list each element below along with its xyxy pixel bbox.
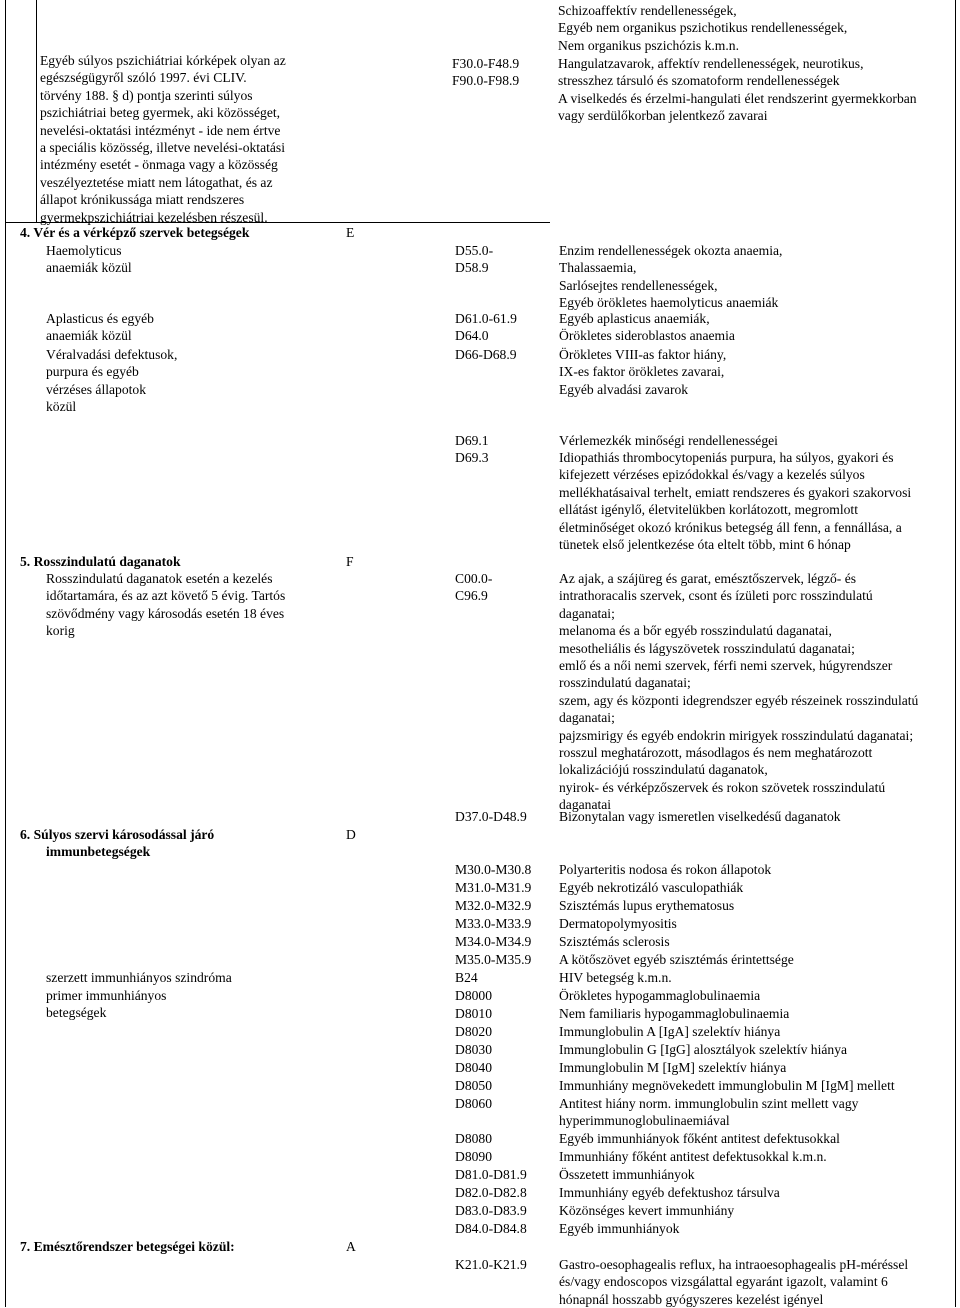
desc-d69-3: Idiopathiás thrombocytopeniás purpura, ha súlyos, gyakori és kifejezett vérzéses epizódokkal és/vagy a kezelés súlyos mellékhatásaival terhelt, emiatt rendszeres és gyakori szakorvosi ellátást igénylő, életvitelükben korlátozott, megromlott életminőséget okozó krónikus betegség áll fenn, a fennállása, a tünetek első jelentkezése óta eltelt több, mint 6 hónap xyxy=(559,450,912,553)
code-d83: D83.0-D83.9 xyxy=(455,1203,527,1218)
haemolyticus-desc: Enzim rendellenességek okozta anaemia, Thalassaemia, Sarlósejtes rendellenességek, Egyéb örökletes haemolyticus anaemiák xyxy=(559,243,783,311)
code-d69-3: D69.3 xyxy=(455,450,489,465)
desc-d84: Egyéb immunhiányok xyxy=(559,1221,680,1236)
section-7-letter: A xyxy=(346,1239,356,1254)
code-k21: K21.0-K21.9 xyxy=(455,1257,527,1272)
code-d8040: D8040 xyxy=(455,1060,493,1075)
desc-d83: Közönséges kevert immunhiány xyxy=(559,1203,735,1218)
coagulation-desc: Örökletes VIII-as faktor hiány, IX-es faktor örökletes zavarai, Egyéb alvadási zavarok xyxy=(559,347,727,397)
code-d8020: D8020 xyxy=(455,1024,493,1039)
aplasticus-label: Aplasticus és egyéb anaemiák közül xyxy=(46,311,154,344)
desc-d8040: Immunglobulin M [IgM] szelektív hiánya xyxy=(559,1060,787,1075)
code-m30: M30.0-M30.8 xyxy=(455,862,532,877)
frame-right-border xyxy=(955,0,956,1307)
desc-m31: Egyéb nekrotizáló vasculopathiák xyxy=(559,880,744,895)
desc-d8030: Immunglobulin G [IgG] alosztályok szelektív hiánya xyxy=(559,1042,848,1057)
section-6-heading: 6. Súlyos szervi károsodással járó immunbetegségek xyxy=(20,827,215,860)
section-5-letter: F xyxy=(346,554,354,569)
frame-inner-divider xyxy=(36,0,37,222)
haemolyticus-codes: D55.0- D58.9 xyxy=(455,243,494,276)
desc-m30: Polyarteritis nodosa és rokon állapotok xyxy=(559,862,772,877)
primary-immunodeficiency-label: primer immunhiányos betegségek xyxy=(46,988,167,1021)
desc-d8050: Immunhiány megnövekedett immunglobulin M [IgM] mellett xyxy=(559,1078,895,1093)
code-m33: M33.0-M33.9 xyxy=(455,916,532,931)
desc-m32: Szisztémás lupus erythematosus xyxy=(559,898,735,913)
section-7-heading: 7. Emésztőrendszer betegségei közül: xyxy=(20,1239,235,1254)
code-b24: B24 xyxy=(455,970,478,985)
desc-d8080: Egyéb immunhiányok főként antitest defektusokkal xyxy=(559,1131,840,1146)
code-d8060: D8060 xyxy=(455,1096,493,1111)
psychiatric-condition-text: Egyéb súlyos pszichiátriai kórképek olyan az egészségügyről szóló 1997. évi CLIV. törvény 188. § d) pontja szerinti súlyos pszichiátriai beteg gyermek, aki közösséget, nevelési-oktatási intézményt - ide nem értve a speciális közösség, illetve nevelési-oktatási intézmény esetét - önmaga vagy a közösség veszélyeztetése miatt nem látogathat, és az állapot krónikussága miatt rendszeres gyermekpszichiátriai kezelésben részesül. xyxy=(40,53,286,225)
desc-k21: Gastro-oesophagealis reflux, ha intraoesophagealis pH-méréssel és/vagy endoscopos vizsgálattal egyaránt igazolt, valamint 6 hónapnál hosszabb gyógyszeres kezelést igényel xyxy=(559,1257,909,1307)
desc-d8000: Örökletes hypogammaglobulinaemia xyxy=(559,988,761,1003)
desc-d82: Immunhiány egyéb defektushoz társulva xyxy=(559,1185,780,1200)
acquired-immunodeficiency-label: szerzett immunhiányos szindróma xyxy=(46,970,232,985)
code-d69-1: D69.1 xyxy=(455,433,489,448)
psychiatric-desc-above: Schizoaffektív rendellenességek, Egyéb nem organikus pszichotikus rendellenességek, Nem organikus pszichózis k.m.n. xyxy=(558,3,848,53)
desc-m35: A kötőszövet egyéb szisztémás érintettsége xyxy=(559,952,794,967)
haemolyticus-label: Haemolyticus anaemiák közül xyxy=(46,243,132,276)
code-d84: D84.0-D84.8 xyxy=(455,1221,527,1236)
malignant-desc: Az ajak, a szájüreg és garat, emésztőszervek, légző- és intrathoracalis szervek, csont és ízületi porc rosszindulatú daganatai; melanoma és a bőr egyéb rosszindulatú daganatai, mesotheliális és lágyszövetek rosszindulatú daganatai; emlő és a női nemi szervek, férfi nemi szervek, húgyrendszer rosszindulatú daganatai; szem, agy és központi idegrendszer egyéb részeinek rosszindulatú daganatai; pajzsmirigy és egyéb endokrin mirigyek rosszindulatú daganatai; rosszul meghatározott, másodlagos és nem meghatározott lokalizációjú rosszindulatú daganatok, nyirok- és vérképzőszervek és rokon szövetek rosszindulatú daganatai xyxy=(559,571,919,813)
aplasticus-codes: D61.0-61.9 D64.0 xyxy=(455,311,517,344)
frame-left-border xyxy=(5,0,6,1307)
coagulation-label: Véralvadási defektusok, purpura és egyéb vérzéses állapotok közül xyxy=(46,347,178,415)
code-d8050: D8050 xyxy=(455,1078,493,1093)
code-d8010: D8010 xyxy=(455,1006,493,1021)
desc-b24: HIV betegség k.m.n. xyxy=(559,970,672,985)
desc-d81: Összetett immunhiányok xyxy=(559,1167,695,1182)
code-m35: M35.0-M35.9 xyxy=(455,952,532,967)
code-m34: M34.0-M34.9 xyxy=(455,934,532,949)
section-5-heading: 5. Rosszindulatú daganatok xyxy=(20,554,181,569)
malignant-codes: C00.0- C96.9 xyxy=(455,571,493,604)
desc-d8090: Immunhiány főként antitest defektusokkal k.m.n. xyxy=(559,1149,827,1164)
code-d37-d48: D37.0-D48.9 xyxy=(455,809,527,824)
code-d82: D82.0-D82.8 xyxy=(455,1185,527,1200)
section-6-letter: D xyxy=(346,827,356,842)
malignant-label: Rosszindulatú daganatok esetén a kezelés időtartamára, és az azt követő 5 évig. Tartós szövődmény vagy károsodás esetén 18 éves korig xyxy=(46,571,286,639)
code-d8030: D8030 xyxy=(455,1042,493,1057)
desc-d8020: Immunglobulin A [IgA] szelektív hiánya xyxy=(559,1024,781,1039)
desc-d8060: Antitest hiány norm. immunglobulin szint mellett vagy hyperimmunoglobulinaemiával xyxy=(559,1096,859,1129)
aplasticus-desc: Egyéb aplasticus anaemiák, Örökletes sideroblastos anaemia xyxy=(559,311,735,344)
desc-d69-1: Vérlemezkék minőségi rendellenességei xyxy=(559,433,778,448)
code-m32: M32.0-M32.9 xyxy=(455,898,532,913)
section-4-letter: E xyxy=(346,225,355,240)
desc-m33: Dermatopolymyositis xyxy=(559,916,677,931)
code-d8080: D8080 xyxy=(455,1131,493,1146)
code-m31: M31.0-M31.9 xyxy=(455,880,532,895)
desc-d37-d48: Bizonytalan vagy ismeretlen viselkedésű daganatok xyxy=(559,809,841,824)
code-d8000: D8000 xyxy=(455,988,493,1003)
coagulation-codes: D66-D68.9 xyxy=(455,347,517,362)
psychiatric-desc: Hangulatzavarok, affektív rendellenességek, neurotikus, stresszhez társuló és szomatoform rendellenességek A viselkedés és érzelmi-hangulati élet rendszerint gyermekkorban vagy serdülőkorban jelentkező zavarai xyxy=(558,56,917,124)
desc-m34: Szisztémás sclerosis xyxy=(559,934,670,949)
code-d81: D81.0-D81.9 xyxy=(455,1167,527,1182)
psychiatric-codes: F30.0-F48.9 F90.0-F98.9 xyxy=(452,56,520,89)
desc-d8010: Nem familiaris hypogammaglobulinaemia xyxy=(559,1006,790,1021)
section-4-heading: 4. Vér és a vérképző szervek betegségek xyxy=(20,225,250,240)
code-d8090: D8090 xyxy=(455,1149,493,1164)
